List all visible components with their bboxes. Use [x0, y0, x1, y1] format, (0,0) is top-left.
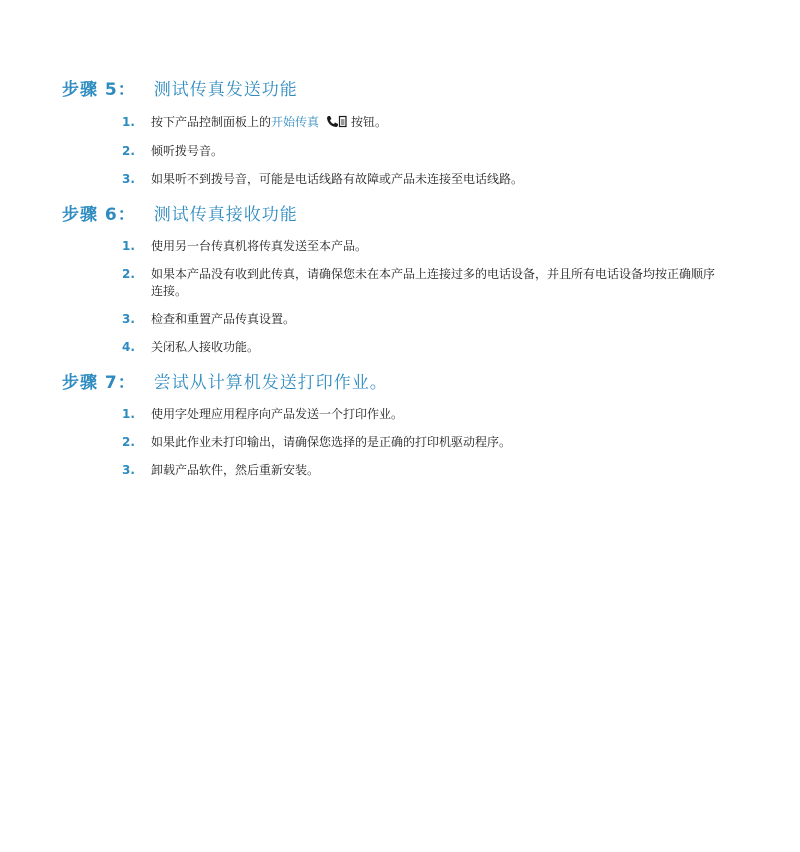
list-text-after: 按钮。	[351, 115, 388, 129]
step-5-item-3	[122, 171, 722, 188]
list-number: 2.	[122, 435, 135, 449]
step-7-item-1	[122, 406, 722, 423]
list-number: 4.	[122, 340, 135, 354]
step-7-title: 尝试从计算机发送打印作业。	[153, 373, 388, 393]
list-number: 1.	[122, 407, 135, 421]
step-6-item-1	[122, 238, 722, 255]
list-text: 如果本产品没有收到此传真，请确保您未在本产品上连接过多的电话设备，并且所有电话设备均按正确顺序连接。	[151, 267, 716, 298]
step-6-heading	[62, 204, 762, 226]
step-6-label: 步骤 6：	[62, 205, 136, 225]
list-text: 卸载产品软件，然后重新安装。	[151, 463, 320, 477]
step-5-heading	[62, 79, 762, 101]
list-text: 如果此作业未打印输出，请确保您选择的是正确的打印机驱动程序。	[151, 435, 512, 449]
step-5-item-2	[122, 143, 722, 160]
step-6-item-4	[122, 339, 722, 356]
step-7-item-2	[122, 434, 722, 451]
start-fax-link[interactable]: 开始传真	[271, 115, 320, 129]
list-text: 使用另一台传真机将传真发送至本产品。	[151, 239, 368, 253]
list-number: 1.	[122, 239, 135, 253]
list-text: 倾听拨号音。	[151, 144, 224, 158]
list-text: 使用字处理应用程序向产品发送一个打印作业。	[151, 407, 404, 421]
list-text-before: 按下产品控制面板上的	[151, 115, 272, 129]
step-6-section	[62, 204, 762, 226]
list-number: 3.	[122, 172, 135, 186]
list-text	[151, 114, 722, 134]
step-7-label: 步骤 7：	[62, 373, 136, 393]
list-number: 2.	[122, 144, 135, 158]
list-number: 3.	[122, 463, 135, 477]
step-7-heading	[62, 372, 762, 394]
step-5-title: 测试传真发送功能	[153, 80, 298, 100]
step-6-item-3	[122, 311, 722, 328]
step-5-section	[62, 79, 762, 101]
step-6-title: 测试传真接收功能	[153, 205, 298, 225]
list-text: 如果听不到拨号音，可能是电话线路有故障或产品未连接至电话线路。	[151, 172, 524, 186]
step-5-item-1	[122, 114, 722, 134]
step-7-section	[62, 372, 762, 394]
step-7-item-3	[122, 462, 722, 479]
step-5-label: 步骤 5：	[62, 80, 136, 100]
list-number: 1.	[122, 115, 135, 129]
step-6-item-2	[122, 266, 722, 300]
list-text: 检查和重置产品传真设置。	[151, 312, 296, 326]
list-number: 3.	[122, 312, 135, 326]
start-fax-icon[interactable]	[325, 115, 347, 134]
list-text: 关闭私人接收功能。	[151, 340, 260, 354]
list-number: 2.	[122, 267, 135, 281]
